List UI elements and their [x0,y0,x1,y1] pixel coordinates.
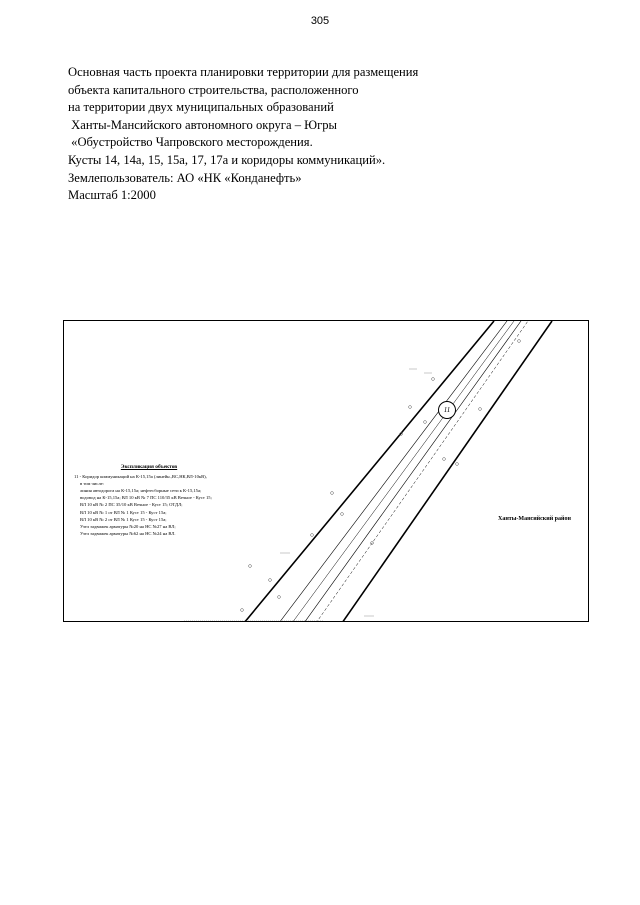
header-line: Землепользователь: АО «НК «Конданефть» [68,170,302,185]
document-header [68,64,548,205]
header-line: объекта капитального строительства, расположенного [68,82,359,97]
legend-item: линия автодорога на К-15,15а; нефтесборные сети к К-15,15а; [80,488,202,494]
header-line: «Обустройство Чапровского месторождения. [68,135,313,150]
legend-item: ВЛ 10 кВ № 2 от ВЛ № 1 Куст 15 - Куст 15а; [80,516,167,522]
corridor-line [316,321,528,622]
legend-item: ВЛ 10 кВ № 2 ПС 35/10 кВ Вечное - Куст 15; ОТДЛ; [80,502,183,508]
header-line: Масштаб 1:2000 [68,188,156,203]
legend-item: ВЛ 10 кВ № 1 от ВЛ № 1 Куст 15 - Куст 15а; [80,509,167,515]
corridor-line [292,321,514,622]
corridor-number-label: 11 [438,401,456,419]
map-legend [74,464,294,537]
corridor-line [304,321,521,622]
header-line: Ханты-Мансийского автономного округа – Югры [68,117,338,132]
legend-item: водовод на К-15,15а; ВЛ 10 кВ № 7 ПС 110/35 кВ Вечное - Куст 15; [80,495,212,501]
header-line: Основная часть проекта планировки территории для размещения [68,65,419,79]
legend-item: в том числе: [80,481,104,487]
map-frame [63,320,589,622]
header-line: Кусты 14, 14а, 15, 15а, 17, 17а и коридоры коммуникаций». [68,152,386,167]
district-label: Ханты-Мансийский район [498,516,571,522]
legend-item: 11 - Коридор коммуникаций на К-15,15а (линейн.,ВС,НК,ВЛ-10кВ), [74,474,207,480]
corridor-boundary-right [342,321,552,622]
corridor-line [279,321,507,622]
legend-item: Узел задвижек арматуры №62 на НС №24 на ВЛ. [80,530,176,536]
legend-item: Узел задвижек арматуры №20 на НС №27 на ВЛ; [80,523,176,529]
legend-title: Экспликация объектов [120,464,178,470]
header-line: на территории двух муниципальных образований [68,100,334,115]
page-number: 305 [310,15,330,27]
